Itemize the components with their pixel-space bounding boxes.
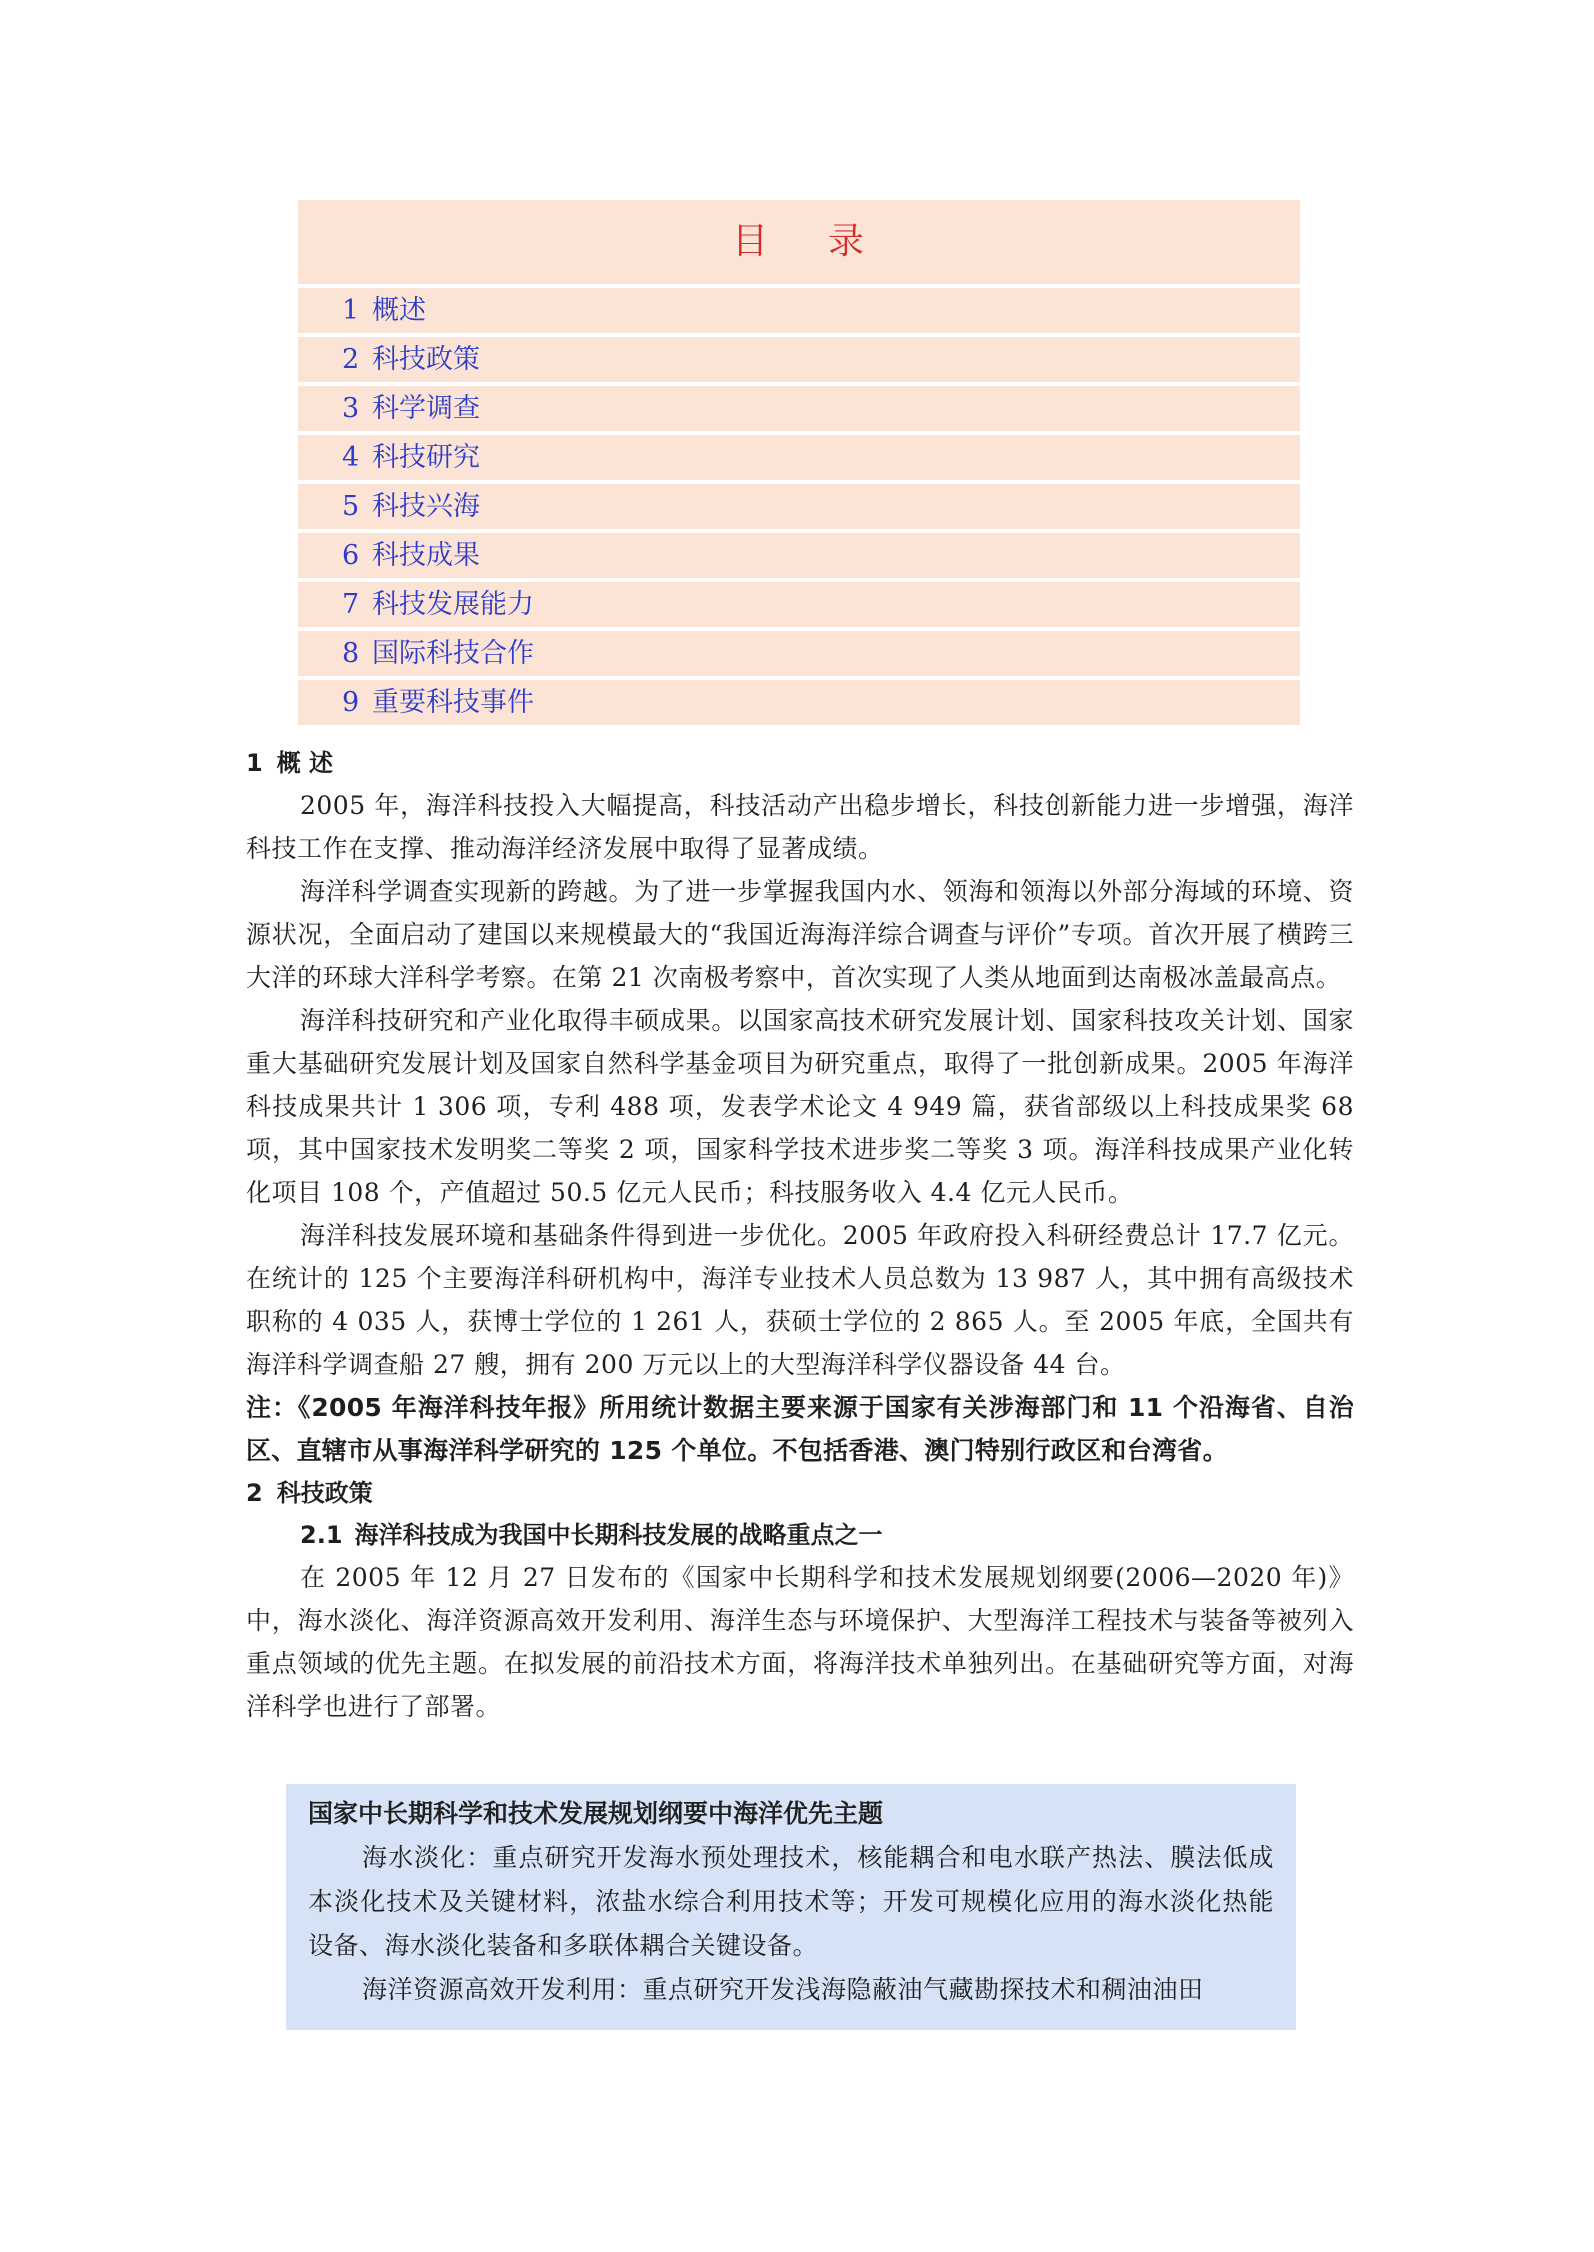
toc-item-label: 科技发展能力: [372, 589, 534, 620]
toc-item-number: 5: [342, 491, 360, 522]
toc-item-label: 科技兴海: [372, 491, 480, 522]
paragraph: 海洋科技发展环境和基础条件得到进一步优化。2005 年政府投入科研经费总计 17.7 亿元。在统计的 125 个主要海洋科研机构中，海洋专业技术人员总数为 13 987 人，其中拥有高级技术职称的 4 035 人，获博士学位的 1 261 人，获硕士学位的 2 865 人。至 2005 年底，全国共有海洋科学调查船 27 艘，拥有 200 万元以上的大型海洋科学仪器设备 44 台。: [246, 1221, 1354, 1379]
section-title: 科技政策: [276, 1479, 373, 1507]
toc-item-number: 9: [342, 687, 360, 718]
toc-item-events[interactable]: [298, 680, 1300, 725]
toc-item-number: 7: [342, 589, 360, 620]
toc-title-left: 目: [731, 221, 770, 262]
toc-item-ocean-development[interactable]: [298, 484, 1300, 529]
paragraph: 2005 年，海洋科技投入大幅提高，科技活动产出稳步增长，科技创新能力进一步增强，海洋科技工作在支撑、推动海洋经济发展中取得了显著成绩。: [246, 791, 1354, 863]
section-heading-overview: [246, 742, 1354, 784]
document-body: [246, 742, 1354, 1728]
toc-item-label: 科技政策: [372, 344, 480, 375]
toc-title: [298, 200, 1300, 284]
section-title: 概 述: [276, 749, 334, 777]
toc-item-number: 6: [342, 540, 360, 571]
data-source-note: 注：《2005 年海洋科技年报》所用统计数据主要来源于国家有关涉海部门和 11 个沿海省、自治区、直辖市从事海洋科学研究的 125 个单位。不包括香港、澳门特别行政区和台湾省。: [246, 1393, 1354, 1465]
subsection-title: 海洋科技成为我国中长期科技发展的战略重点之一: [354, 1521, 883, 1549]
subsection-heading: [246, 1514, 1354, 1556]
section-number: 2: [246, 1479, 263, 1507]
toc-item-policy[interactable]: [298, 337, 1300, 382]
box-paragraph: 海水淡化：重点研究开发海水预处理技术，核能耦合和电水联产热法、膜法低成本淡化技术及关键材料，浓盐水综合利用技术等；开发可规模化应用的海水淡化热能设备、海水淡化装备和多联体耦合关键设备。: [308, 1843, 1274, 1960]
toc-item-label: 科技研究: [372, 442, 480, 473]
toc-item-label: 科学调查: [372, 393, 480, 424]
toc-item-number: 1: [342, 295, 360, 326]
toc-item-overview[interactable]: [298, 288, 1300, 333]
box-title: 国家中长期科学和技术发展规划纲要中海洋优先主题: [308, 1799, 884, 1828]
toc-item-number: 4: [342, 442, 360, 473]
toc-item-capacity[interactable]: [298, 582, 1300, 627]
toc-item-number: 2: [342, 344, 360, 375]
priority-topics-box: [286, 1784, 1296, 2030]
toc-item-label: 重要科技事件: [372, 687, 534, 718]
toc-item-number: 8: [342, 638, 360, 669]
table-of-contents: [298, 200, 1300, 729]
paragraph: 海洋科技研究和产业化取得丰硕成果。以国家高技术研究发展计划、国家科技攻关计划、国家重大基础研究发展计划及国家自然科学基金项目为研究重点，取得了一批创新成果。2005 年海洋科技成果共计 1 306 项，专利 488 项，发表学术论文 4 949 篇，获省部级以上科技成果奖 68 项，其中国家技术发明奖二等奖 2 项，国家科学技术进步奖二等奖 3 项。海洋科技成果产业化转化项目 108 个，产值超过 50.5 亿元人民币；科技服务收入 4.4 亿元人民币。: [246, 1006, 1354, 1207]
toc-item-label: 科技成果: [372, 540, 480, 571]
section-number: 1: [246, 749, 263, 777]
paragraph: 在 2005 年 12 月 27 日发布的《国家中长期科学和技术发展规划纲要(2006—2020 年)》中，海水淡化、海洋资源高效开发利用、海洋生态与环境保护、大型海洋工程技术与装备等被列入重点领域的优先主题。在拟发展的前沿技术方面，将海洋技术单独列出。在基础研究等方面，对海洋科学也进行了部署。: [246, 1563, 1354, 1721]
box-paragraph: 海洋资源高效开发利用：重点研究开发浅海隐蔽油气藏勘探技术和稠油油田: [362, 1975, 1204, 2004]
toc-item-number: 3: [342, 393, 360, 424]
toc-item-cooperation[interactable]: [298, 631, 1300, 676]
toc-item-label: 概述: [372, 295, 426, 326]
toc-item-survey[interactable]: [298, 386, 1300, 431]
toc-title-right: 录: [828, 221, 867, 262]
toc-item-achievements[interactable]: [298, 533, 1300, 578]
paragraph: 海洋科学调查实现新的跨越。为了进一步掌握我国内水、领海和领海以外部分海域的环境、资源状况，全面启动了建国以来规模最大的“我国近海海洋综合调查与评价”专项。首次开展了横跨三大洋的环球大洋科学考察。在第 21 次南极考察中，首次实现了人类从地面到达南极冰盖最高点。: [246, 877, 1354, 992]
toc-item-research[interactable]: [298, 435, 1300, 480]
toc-item-label: 国际科技合作: [372, 638, 534, 669]
section-heading-policy: [246, 1472, 1354, 1514]
subsection-number: 2.1: [300, 1521, 343, 1549]
